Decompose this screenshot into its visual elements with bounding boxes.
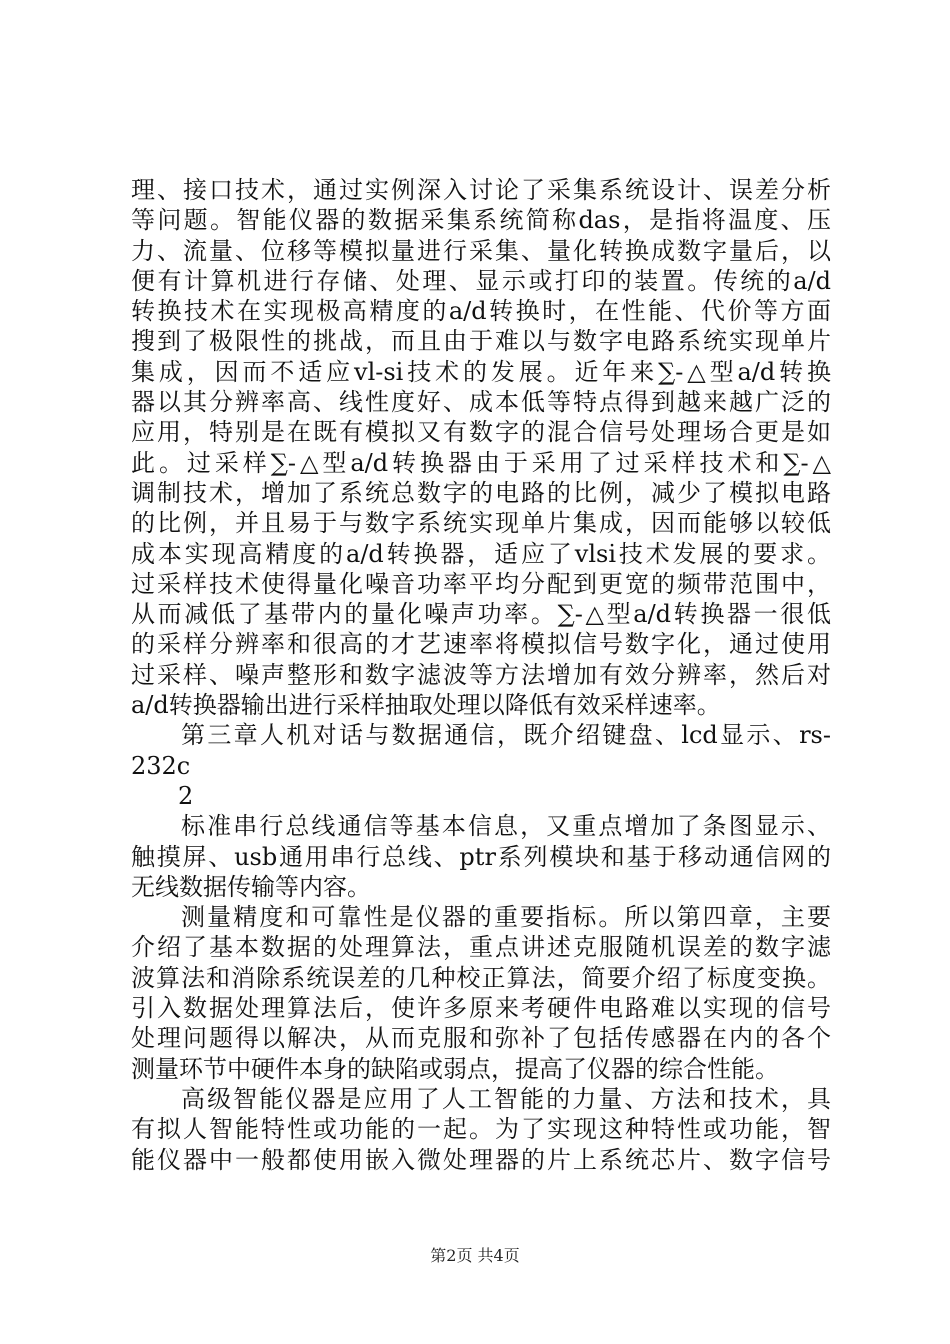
text-line: 调制技术，增加了系统总数字的电路的比例，减少了模拟电路: [131, 478, 831, 507]
text-line: 理、接口技术，通过实例深入讨论了采集系统设计、误差分析: [131, 176, 831, 204]
text-line: 无线数据传输等内容。: [131, 872, 371, 901]
text-line: 应用，特别是在既有模拟又有数字的混合信号处理场合更是如: [131, 418, 831, 447]
text-line: 标准串行总线通信等基本信息，又重点增加了条图显示、: [181, 812, 831, 841]
text-line: 测量精度和可靠性是仪器的重要指标。所以第四章，主要: [181, 903, 831, 932]
paragraph-5: [131, 1084, 831, 1175]
paragraph-1: [131, 175, 831, 720]
text-line: 过采样技术使得量化噪音功率平均分配到更宽的频带范围中，: [131, 569, 831, 598]
text-line: 介绍了基本数据的处理算法，重点讲述克服随机误差的数字滤: [131, 933, 831, 962]
text-line: 232c: [131, 751, 191, 780]
page-footer: 第2页 共4页: [430, 1246, 520, 1265]
document-body: [131, 175, 831, 1175]
paragraph-4: [131, 902, 831, 1084]
paragraph-3: [131, 811, 831, 902]
text-line: 的比例，并且易于与数字系统实现单片集成，因而能够以较低: [131, 509, 831, 538]
text-line: 力、流量、位移等模拟量进行采集、量化转换成数字量后，以: [131, 236, 831, 265]
text-line: 波算法和消除系统误差的几种校正算法，简要介绍了标度变换。: [131, 963, 831, 992]
text-line: 集成，因而不适应vl-si技术的发展。近年来∑-△型a/d转换: [131, 357, 831, 386]
paragraph-2: [131, 720, 831, 781]
text-line: 引入数据处理算法后，使许多原来考硬件电路难以实现的信号: [131, 994, 831, 1023]
text-line: 测量环节中硬件本身的缺陷或弱点，提高了仪器的综合性能。: [131, 1054, 779, 1083]
text-line: 有拟人智能特性或功能的一起。为了实现这种特性或功能，智: [131, 1115, 831, 1144]
text-line: 成本实现高精度的a/d转换器，适应了vlsi技术发展的要求。: [131, 539, 831, 568]
text-line: 处理问题得以解决，从而克服和弥补了包括传感器在内的各个: [131, 1024, 831, 1053]
inline-page-number: 2: [178, 781, 194, 810]
text-line: 的采样分辨率和很高的才艺速率将模拟信号数字化，通过使用: [131, 630, 831, 659]
text-line: 等问题。智能仪器的数据采集系统简称das，是指将温度、压: [131, 206, 831, 235]
text-line: 器以其分辨率高、线性度好、成本低等特点得到越来越广泛的: [131, 388, 831, 417]
text-line: 第三章人机对话与数据通信，既介绍键盘、lcd显示、rs-: [181, 721, 831, 750]
text-line: 从而减低了基带内的量化噪声功率。∑-△型a/d转换器一很低: [131, 600, 831, 629]
text-line: 此。过采样∑-△型a/d转换器由于采用了过采样技术和∑-△: [131, 448, 831, 477]
text-line: a/d转换器输出进行采样抽取处理以降低有效采样速率。: [131, 691, 721, 720]
text-line: 高级智能仪器是应用了人工智能的力量、方法和技术，具: [181, 1084, 831, 1113]
text-line: 过采样、噪声整形和数字滤波等方法增加有效分辨率，然后对: [131, 660, 831, 689]
text-line: 转换技术在实现极高精度的a/d转换时，在性能、代价等方面: [131, 297, 831, 326]
text-line: 便有计算机进行存储、处理、显示或打印的装置。传统的a/d: [131, 266, 831, 295]
text-line: 能仪器中一般都使用嵌入微处理器的片上系统芯片、数字信号: [131, 1145, 831, 1174]
text-line: 触摸屏、usb通用串行总线、ptr系列模块和基于移动通信网的: [131, 842, 831, 871]
text-line: 搜到了极限性的挑战，而且由于难以与数字电路系统实现单片: [131, 327, 831, 356]
